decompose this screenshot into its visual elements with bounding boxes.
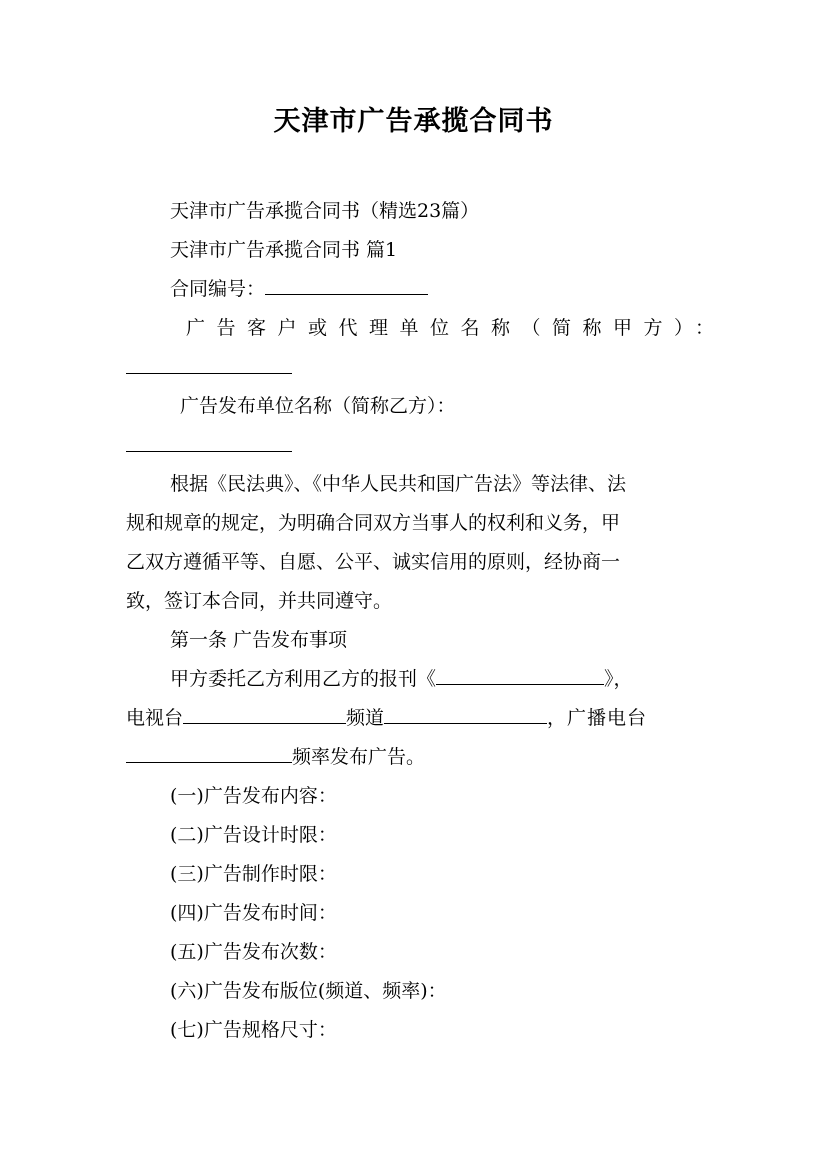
document-title: 天津市广告承揽合同书 — [273, 106, 554, 137]
party-a-line — [186, 309, 726, 348]
part-heading: 天津市广告承揽合同书 篇1 — [170, 239, 398, 261]
contract-number-label: 合同编号： — [170, 278, 266, 300]
contract-number-line — [170, 270, 701, 309]
article-1-line-3 — [126, 738, 701, 777]
list-item: (五)广告发布次数： — [170, 941, 337, 963]
paragraph-1-line-3: 乙双方遵循平等、自愿、公平、诚实信用的原则，经协商一 — [126, 551, 621, 573]
party-b-blank — [126, 451, 292, 452]
paragraph-1-line-1: 根据《民法典》、《中华人民共和国广告法》等法律、法 — [170, 473, 627, 495]
channel-label: 频道 — [346, 707, 385, 729]
paragraph-1-line-2: 规和规章的规定，为明确合同双方当事人的权利和义务，甲 — [126, 512, 621, 534]
radio-station-label: ，广播电台 — [547, 707, 648, 729]
radio-station-blank — [126, 738, 292, 763]
paragraph-1-line-4: 致，签订本合同，并共同遵守。 — [126, 590, 393, 612]
article-1-heading: 第一条 广告发布事项 — [170, 629, 348, 651]
list-item: (六)广告发布版位(频道、频率)： — [170, 980, 447, 1002]
party-b-label: 广告发布单位名称（简称乙方）： — [180, 395, 456, 417]
tv-station-label: 电视台 — [126, 707, 184, 729]
channel-blank — [384, 699, 547, 724]
list-item: (四)广告发布时间： — [170, 902, 337, 924]
article-1-line-2 — [126, 699, 701, 738]
party-a-blank — [126, 373, 292, 374]
newspaper-blank — [436, 660, 604, 685]
frequency-label: 频率发布广告。 — [292, 746, 426, 768]
contract-number-blank — [265, 270, 428, 295]
list-item: (三)广告制作时限： — [170, 863, 337, 885]
article-1-line-1 — [170, 660, 701, 699]
party-a-label: 广告客户或代理单位名称（简称甲方）： — [186, 317, 726, 339]
document-subtitle: 天津市广告承揽合同书（精选23篇） — [170, 200, 480, 222]
article-1-newspaper-close: 》， — [604, 668, 633, 690]
list-item: (七)广告规格尺寸： — [170, 1019, 337, 1041]
list-item: (一)广告发布内容： — [170, 785, 337, 807]
tv-station-blank — [183, 699, 346, 724]
article-1-newspaper-label: 甲方委托乙方利用乙方的报刊《 — [170, 668, 437, 690]
party-b-line — [180, 387, 701, 426]
list-item: (二)广告设计时限： — [170, 824, 337, 846]
